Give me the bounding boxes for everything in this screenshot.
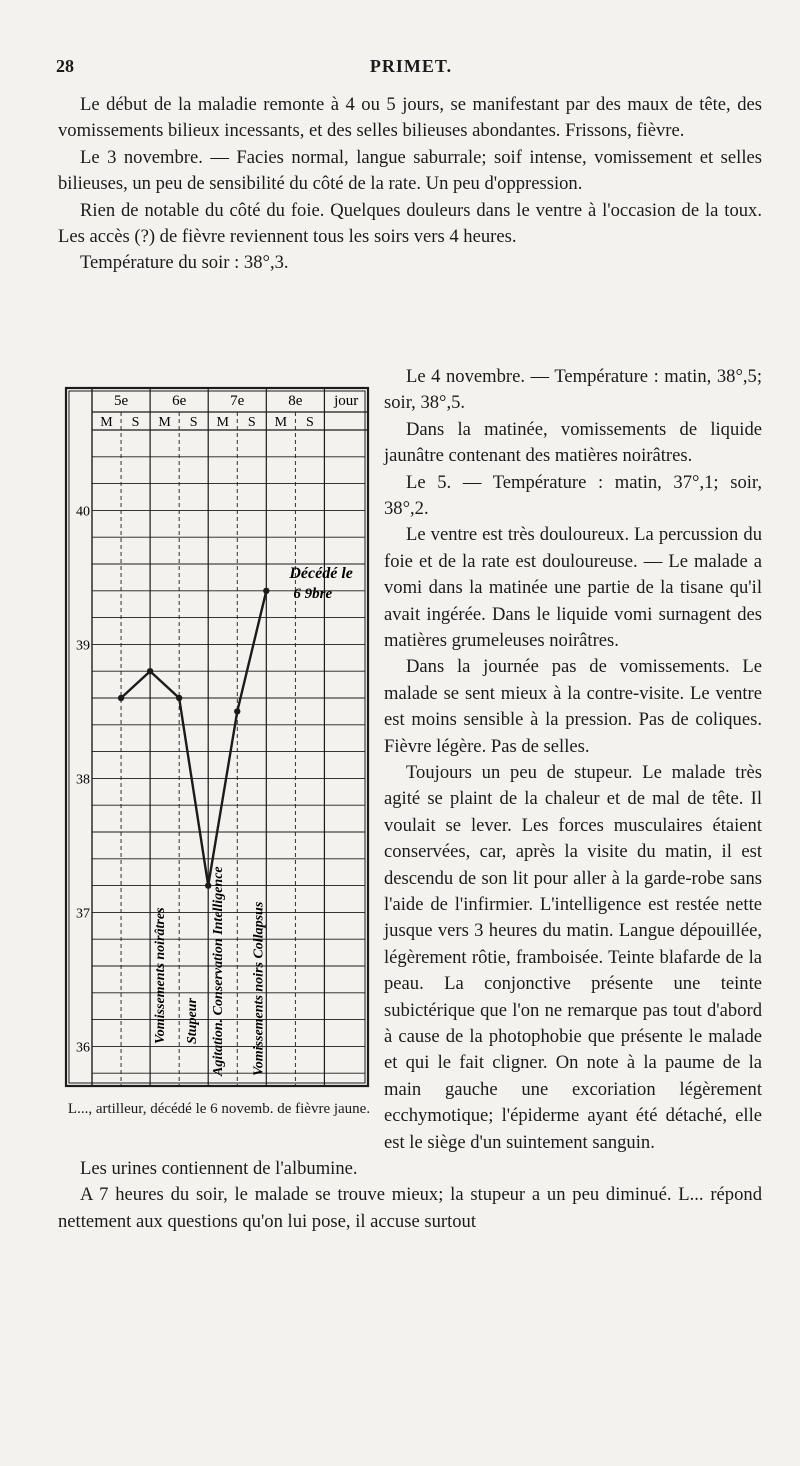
temperature-point — [147, 668, 153, 674]
death-date-annotation: 6 9bre — [293, 586, 333, 603]
figure-caption: L..., artilleur, décédé le 6 novemb. de fièvre jaune. — [67, 1101, 371, 1117]
page-header — [56, 56, 766, 86]
wrap-text — [58, 760, 762, 1156]
running-title: PRIMET. — [369, 56, 453, 76]
paragraph: Le début de la maladie remonte à 4 ou 5 jours, se manifestant par des maux de tête, des vomissements bilieux incessants, et des selles bilieuses abondantes. Frissons, fièvre. — [58, 94, 762, 142]
temperature-point — [263, 588, 269, 594]
sub-header: M — [100, 415, 113, 430]
sub-header: M — [274, 415, 288, 430]
sub-header: S — [247, 415, 256, 430]
y-tick-label: 38 — [76, 772, 90, 788]
day-header: 8e — [288, 393, 303, 409]
paragraph: Le 4 novembre. — Température : matin, 38°,5; soir, 38°,5. — [384, 366, 762, 414]
bottom-text — [58, 1156, 762, 1235]
sub-header: S — [189, 415, 198, 430]
day-header: jour — [334, 393, 359, 409]
y-tick-label: 39 — [76, 638, 90, 654]
paragraph: Le 3 novembre. — Facies normal, langue saburrale; soif intense, vomissement et selles bilieuses, un peu de sensibilité du côté de la rate. Un peu d'oppression. — [58, 146, 762, 195]
paragraph: A 7 heures du soir, le malade se trouve mieux; la stupeur a un peu diminué. L... répond nettement aux questions qu'on lui pose, il accuse surtout — [58, 1184, 762, 1232]
top-text — [58, 92, 762, 277]
stupor-annotation: Stupeur — [185, 998, 201, 1044]
vomiting-annotation: Vomissements noirâtres — [153, 907, 169, 1044]
paragraph: Température du soir : 38°,3. — [80, 252, 289, 274]
sub-header: M — [216, 415, 229, 430]
sub-header: M — [158, 415, 171, 430]
death-annotation: Décédé le — [289, 565, 353, 583]
collapse-annotation: Vomissements noirs Collapsus — [251, 901, 267, 1076]
paragraph: Dans la matinée, vomissements de liquide jaunâtre contenant des matières noirâtres. — [384, 418, 762, 467]
day-header: 7e — [230, 393, 245, 409]
temperature-point — [176, 695, 182, 701]
agitation-annotation: Agitation. Conservation Intelligence — [211, 866, 227, 1076]
paragraph-text: Toujours un peu de stupeur. Le malade très agité se plaint de la chaleur et de mal de tête. Il voulait se lever. Les forces musculaires étaient conservées, car, après la visite du matin, il est descendu de son lit pour aller à la garde-robe sans l'aide de l'infirmier. L'intelligence est restée nette jusque vers 3 heures du matin. Langue dépouillée, légèrement rôtie, framboisée. Teinte blafarde de la peau. La conjonctive présente une teinte subictérique que l'on ne remarque pas tout d'abord à cause de la photophobie que présente le malade et qui le fait cligner. On note à la paume de la main gauche une excoriation légèrement ecchymotique; l'épiderme ayant été détaché, elle est le siège d'un suintement sanguin. — [384, 762, 762, 1153]
y-tick-label: 36 — [76, 1040, 90, 1056]
sub-header: S — [305, 415, 314, 430]
day-header: 5e — [113, 393, 129, 409]
y-tick-label: 37 — [76, 906, 90, 922]
paragraph: Dans la journée pas de vomissements. Le malade se sent mieux à la contre-visite. Le ventre est moins sensible à la pression. Pas de coliques. Fièvre légère. Pas de selles. — [384, 656, 762, 757]
column-text — [384, 364, 762, 760]
paragraph — [58, 760, 762, 1156]
temperature-point — [234, 708, 240, 714]
page-number: 28 — [56, 56, 74, 76]
temperature-point — [118, 695, 124, 701]
paragraph: Les urines contiennent de l'albumine. — [80, 1158, 358, 1179]
y-tick-label: 40 — [76, 504, 90, 520]
paragraph: Rien de notable du côté du foie. Quelques douleurs dans le ventre à l'occasion de la toux. Les accès (?) de fièvre reviennent tous les soirs vers 4 heures. — [58, 199, 762, 248]
day-header: 6e — [172, 393, 187, 409]
paragraph: Le 5. — Température : matin, 37°,1; soir, 38°,2. — [384, 471, 762, 520]
sub-header: S — [131, 415, 140, 430]
figure-spacer — [58, 760, 384, 1150]
paragraph: Le ventre est très douloureux. La percussion du foie et de la rate est douloureuse. — Le malade a vomi dans la matinée une partie de la tisane qu'il avait ingérée. Dans le liquide vomi surnagent des matières grumeleuses noirâtres. — [384, 524, 762, 652]
